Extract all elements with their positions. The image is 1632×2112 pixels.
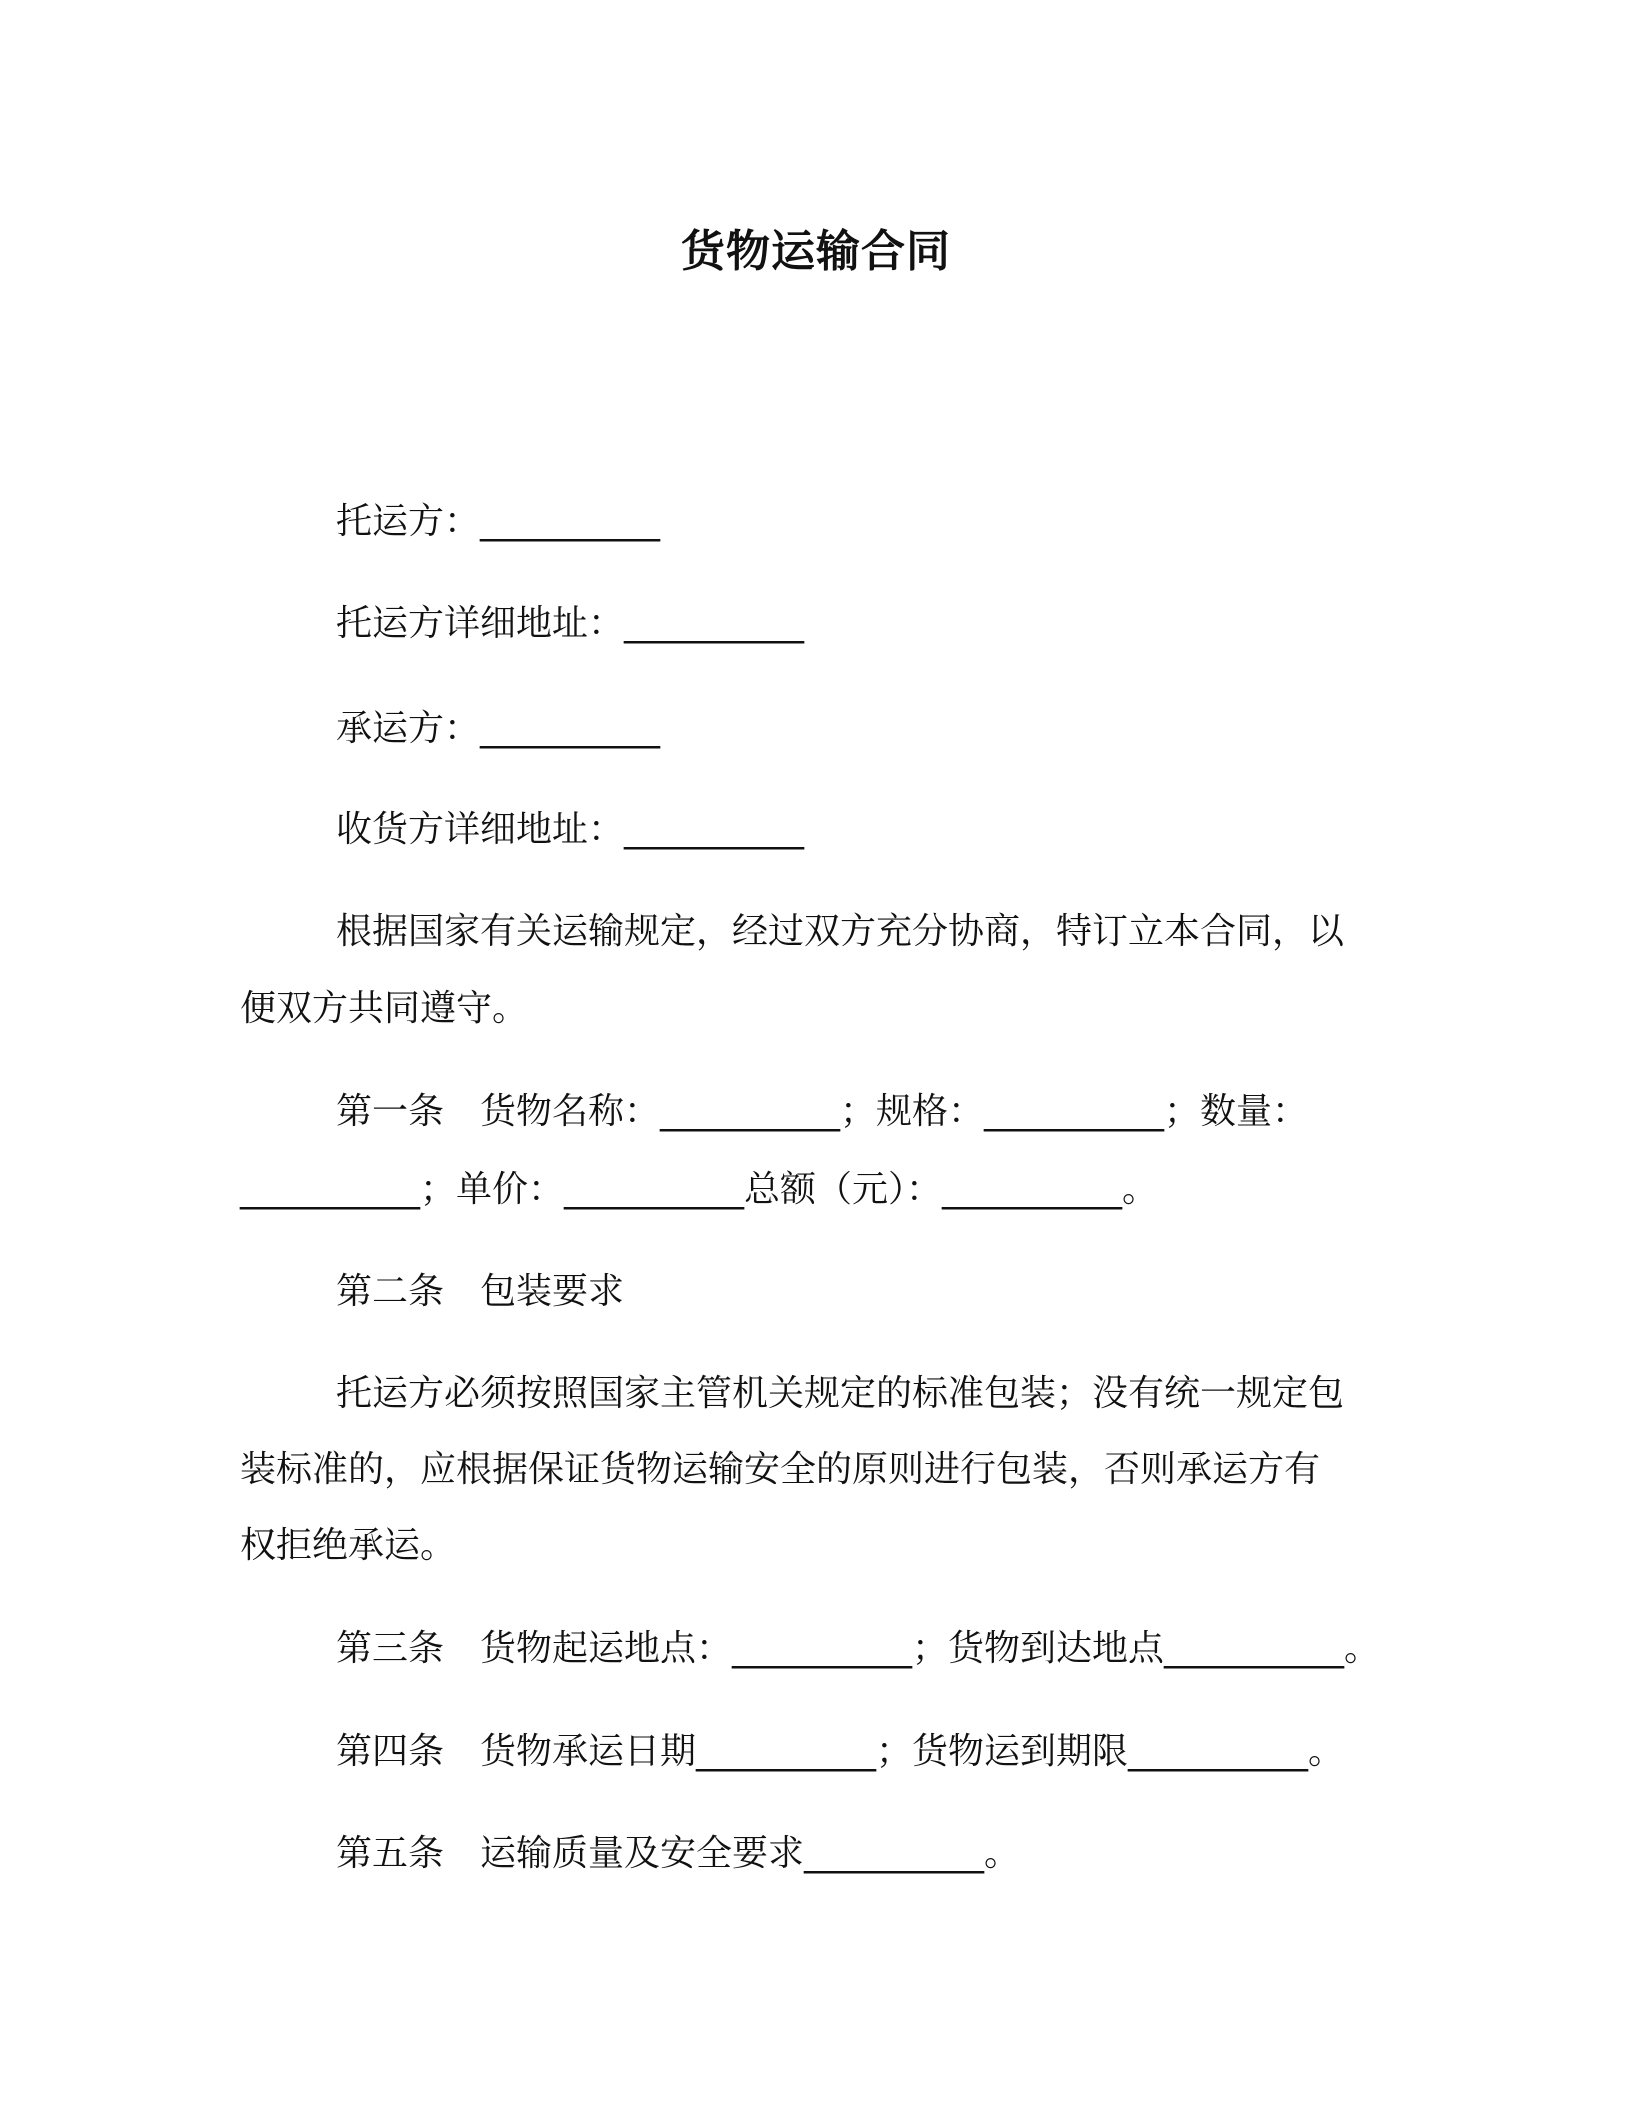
shipper-address-field: 托运方详细地址：__________ bbox=[336, 603, 805, 644]
document-title: 货物运输合同 bbox=[681, 226, 951, 277]
article-3: 第三条 货物起运地点：__________；货物到达地点__________。 bbox=[336, 1628, 1381, 1669]
preamble-line-1: 根据国家有关运输规定，经过双方充分协商，特订立本合同，以 bbox=[336, 911, 1345, 952]
article-2-body-line-2: 装标准的，应根据保证货物运输安全的原则进行包装，否则承运方有 bbox=[240, 1449, 1321, 1490]
article-2-body-line-1: 托运方必须按照国家主管机关规定的标准包装；没有统一规定包 bbox=[336, 1373, 1345, 1414]
preamble-line-2: 便双方共同遵守。 bbox=[240, 988, 529, 1029]
article-2-heading: 第二条 包装要求 bbox=[336, 1271, 625, 1312]
article-1-line-2: __________；单价：__________总额（元）：__________。 bbox=[240, 1169, 1159, 1210]
article-4: 第四条 货物承运日期__________；货物运到期限__________。 bbox=[336, 1731, 1345, 1772]
article-1-line-1: 第一条 货物名称：__________；规格：__________；数量： bbox=[336, 1091, 1309, 1132]
shipper-field: 托运方：__________ bbox=[336, 501, 661, 542]
carrier-field: 承运方：__________ bbox=[336, 708, 661, 749]
article-2-body-line-3: 权拒绝承运。 bbox=[240, 1525, 457, 1566]
consignee-address-field: 收货方详细地址：__________ bbox=[336, 809, 805, 850]
article-5: 第五条 运输质量及安全要求__________。 bbox=[336, 1833, 1021, 1874]
